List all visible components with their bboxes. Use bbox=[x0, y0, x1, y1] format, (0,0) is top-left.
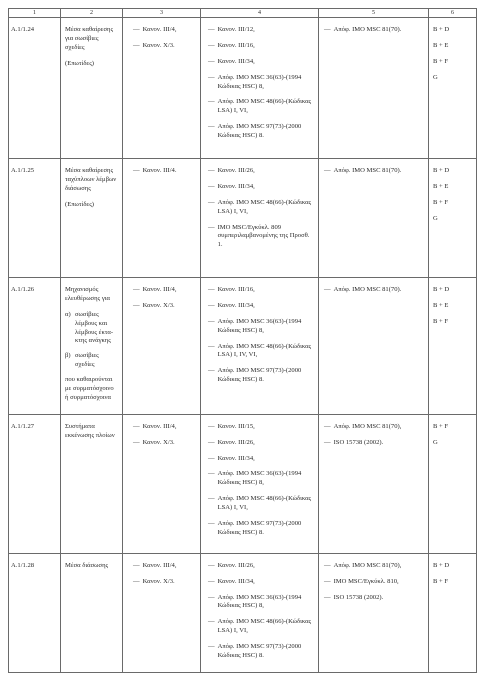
sub-item bbox=[65, 311, 118, 347]
standard-ref-wrap bbox=[201, 415, 318, 549]
item-title: Μέσα καθαίρεσης για σωσίβιες σχεδίες bbox=[65, 26, 114, 51]
test-standard-text: Απόφ. IMO MSC 81(70), bbox=[333, 561, 402, 569]
standard-ref-text: Απόφ. IMO MSC 36(63)-(1994 Κώδικας HSC) 8, bbox=[217, 593, 302, 610]
column-header-1: 1 bbox=[9, 9, 61, 18]
module-code: B + D bbox=[433, 561, 450, 569]
standard-ref-text: Απόφ. IMO MSC 48(66)-(Κώδικας LSA) I, VI, bbox=[217, 98, 312, 115]
test-standard-item bbox=[324, 562, 424, 571]
standard-ref-item bbox=[208, 74, 314, 92]
regulation-ref-cell bbox=[123, 278, 201, 415]
standard-ref-text: Απόφ. IMO MSC 36(63)-(1994 Κώδικας HSC) 8, bbox=[217, 317, 302, 334]
test-standard-text: Απόφ. IMO MSC 81(70). bbox=[333, 26, 402, 33]
standard-ref-item bbox=[208, 618, 314, 636]
dash-bullet: — bbox=[208, 26, 215, 33]
entry-number-cell bbox=[9, 553, 61, 672]
test-standard-cell bbox=[319, 159, 429, 278]
regulation-ref-item bbox=[133, 167, 196, 176]
standard-ref-text: Απόφ. IMO MSC 97(73)-(2000 Κώδικας HSC) 8. bbox=[217, 367, 302, 384]
standard-ref-item bbox=[208, 439, 314, 448]
dash-bullet: — bbox=[133, 422, 140, 430]
test-standard-item bbox=[324, 167, 424, 176]
dash-bullet: — bbox=[324, 593, 331, 601]
test-standard-text: ISO 15738 (2002). bbox=[333, 593, 384, 601]
regulation-ref-text: Κανον. III/4, bbox=[142, 561, 177, 569]
test-standard-item bbox=[324, 594, 424, 603]
test-standard-cell bbox=[319, 553, 429, 672]
dash-bullet: — bbox=[133, 41, 140, 49]
test-standard-wrap bbox=[319, 415, 428, 459]
standard-ref-text: Κανον. III/26, bbox=[217, 561, 255, 569]
regulation-ref-wrap bbox=[123, 554, 200, 598]
dash-bullet: — bbox=[324, 167, 331, 174]
item-note: (Επωτίδες) bbox=[65, 59, 94, 67]
dash-bullet: — bbox=[208, 643, 215, 651]
regulation-ref-item bbox=[133, 578, 196, 587]
dash-bullet: — bbox=[208, 422, 215, 430]
standard-ref-text: Κανον. III/26, bbox=[217, 438, 255, 446]
item-description-cell bbox=[61, 414, 123, 553]
table-row bbox=[9, 414, 477, 553]
column-header-3: 3 bbox=[123, 9, 201, 18]
module-code: G bbox=[433, 214, 438, 222]
standard-ref-item bbox=[208, 520, 314, 538]
test-standard-text: IMO MSC/Εγκύκλ. 810, bbox=[333, 577, 399, 585]
test-standard-text: Απόφ. IMO MSC 81(70). bbox=[333, 286, 402, 293]
module-code: B + F bbox=[433, 577, 449, 585]
standard-ref-wrap bbox=[201, 278, 318, 396]
item-description-wrap bbox=[61, 415, 122, 452]
sub-item-marker: α) bbox=[65, 310, 71, 318]
dash-bullet: — bbox=[208, 561, 215, 569]
sub-item-marker: β) bbox=[65, 352, 71, 360]
standard-ref-text: Απόφ. IMO MSC 97(73)-(2000 Κώδικας HSC) 8. bbox=[217, 520, 302, 536]
test-standard-cell bbox=[319, 18, 429, 159]
regulation-ref-text: Κανον. X/3. bbox=[142, 301, 175, 309]
standard-ref-item bbox=[208, 578, 314, 587]
standard-ref-text: Κανον. III/16, bbox=[217, 286, 255, 293]
standard-ref-cell bbox=[201, 278, 319, 415]
standard-ref-item bbox=[208, 495, 314, 513]
standard-ref-wrap bbox=[201, 18, 318, 152]
dash-bullet: — bbox=[324, 561, 331, 569]
regulation-ref-item bbox=[133, 42, 196, 51]
dash-bullet: — bbox=[208, 301, 215, 309]
item-description-wrap bbox=[61, 159, 122, 214]
module-wrap bbox=[429, 554, 476, 598]
module-code: G bbox=[433, 73, 438, 81]
entry-number: A.1/1.26 bbox=[11, 286, 35, 293]
test-standard-text: ISO 15738 (2002). bbox=[333, 438, 384, 446]
standard-ref-text: Κανον. III/34, bbox=[217, 577, 255, 585]
dash-bullet: — bbox=[208, 438, 215, 446]
module-cell bbox=[429, 18, 477, 159]
dash-bullet: — bbox=[324, 26, 331, 33]
standard-ref-item bbox=[208, 562, 314, 571]
standard-ref-cell bbox=[201, 553, 319, 672]
test-standard-wrap bbox=[319, 278, 428, 306]
standard-ref-text: Κανον. III/16, bbox=[217, 41, 255, 49]
module-wrap bbox=[429, 415, 476, 459]
module-code: B + E bbox=[433, 301, 449, 309]
dash-bullet: — bbox=[208, 182, 215, 190]
test-standard-item bbox=[324, 423, 424, 432]
module-code: B + E bbox=[433, 182, 449, 190]
regulation-ref-text: Κανον. X/3. bbox=[142, 41, 175, 49]
dash-bullet: — bbox=[133, 301, 140, 309]
entry-number-wrap bbox=[9, 415, 60, 436]
test-standard-cell bbox=[319, 414, 429, 553]
dash-bullet: — bbox=[208, 495, 215, 503]
dash-bullet: — bbox=[208, 57, 215, 65]
regulation-ref-wrap bbox=[123, 278, 200, 322]
table-row bbox=[9, 159, 477, 278]
entry-number-cell bbox=[9, 414, 61, 553]
entry-number-wrap bbox=[9, 278, 60, 299]
standard-ref-text: Απόφ. IMO MSC 36(63)-(1994 Κώδικας HSC) 8, bbox=[217, 470, 302, 487]
standard-ref-item bbox=[208, 199, 314, 217]
dash-bullet: — bbox=[324, 422, 331, 430]
test-standard-item bbox=[324, 578, 424, 587]
entry-number-wrap bbox=[9, 159, 60, 180]
module-code: B + F bbox=[433, 57, 449, 65]
entry-number-cell bbox=[9, 278, 61, 415]
item-description-wrap bbox=[61, 554, 122, 582]
module-wrap bbox=[429, 278, 476, 338]
standard-ref-cell bbox=[201, 414, 319, 553]
test-standard-item bbox=[324, 439, 424, 448]
dash-bullet: — bbox=[133, 577, 140, 585]
entry-number-wrap bbox=[9, 554, 60, 575]
module-code: B + F bbox=[433, 422, 449, 430]
regulation-ref-wrap bbox=[123, 415, 200, 459]
entry-number: A.1/1.28 bbox=[11, 561, 35, 569]
module-code: B + F bbox=[433, 198, 449, 206]
module-cell bbox=[429, 553, 477, 672]
column-header-5: 5 bbox=[319, 9, 429, 18]
standard-ref-item bbox=[208, 26, 314, 35]
standard-ref-text: Απόφ. IMO MSC 48(66)-(Κώδικας LSA) I, VI, bbox=[217, 198, 312, 215]
entry-number: A.1/1.27 bbox=[11, 422, 35, 430]
item-description-cell bbox=[61, 278, 123, 415]
standard-ref-text: Απόφ. IMO MSC 48(66)-(Κώδικας LSA) I, VI, bbox=[217, 495, 312, 512]
entry-number: A.1/1.25 bbox=[11, 167, 35, 174]
item-note: (Επωτίδες) bbox=[65, 200, 94, 208]
standard-ref-cell bbox=[201, 18, 319, 159]
standard-ref-item bbox=[208, 302, 314, 311]
regulation-ref-text: Κανον. III/4. bbox=[142, 167, 177, 174]
standard-ref-text: Κανον. III/15, bbox=[217, 422, 255, 430]
regulation-ref-item bbox=[133, 302, 196, 311]
dash-bullet: — bbox=[208, 342, 215, 350]
dash-bullet: — bbox=[208, 317, 215, 325]
sub-item-text: σωσίβιες σχεδίες bbox=[75, 352, 99, 369]
standard-ref-text: Κανον. III/34, bbox=[217, 182, 255, 190]
regulation-ref-cell bbox=[123, 159, 201, 278]
item-tail-note: που καθαιρούνται με συρματόσχοινο ή συρματόσχοινα bbox=[65, 376, 114, 401]
regulation-ref-item bbox=[133, 286, 196, 295]
standard-ref-item bbox=[208, 58, 314, 67]
standard-ref-item bbox=[208, 224, 314, 251]
dash-bullet: — bbox=[208, 593, 215, 601]
module-code: B + E bbox=[433, 41, 449, 49]
item-description-cell bbox=[61, 18, 123, 159]
dash-bullet: — bbox=[133, 26, 140, 33]
regulation-ref-item bbox=[133, 26, 196, 35]
regulation-ref-cell bbox=[123, 414, 201, 553]
test-standard-text: Απόφ. IMO MSC 81(70). bbox=[333, 167, 402, 174]
standard-ref-wrap bbox=[201, 159, 318, 261]
entry-number-wrap bbox=[9, 18, 60, 39]
standard-ref-item bbox=[208, 470, 314, 488]
column-header-6: 6 bbox=[429, 9, 477, 18]
dash-bullet: — bbox=[208, 520, 215, 528]
regulation-ref-text: Κανον. X/3. bbox=[142, 577, 175, 585]
module-cell bbox=[429, 159, 477, 278]
module-code: B + D bbox=[433, 286, 450, 293]
dash-bullet: — bbox=[208, 123, 215, 131]
column-header-4: 4 bbox=[201, 9, 319, 18]
standard-ref-cell bbox=[201, 159, 319, 278]
regulation-ref-wrap bbox=[123, 159, 200, 187]
regulation-table bbox=[8, 8, 477, 673]
item-title: Μηχανισμός ελευθέρωσης για bbox=[65, 286, 110, 302]
test-standard-cell bbox=[319, 278, 429, 415]
standard-ref-text: Απόφ. IMO MSC 97(73)-(2000 Κώδικας HSC) 8. bbox=[217, 123, 302, 140]
sub-item-text: σωσίβιες λέμβους και λέμβους έκτα-κτης ανάγκης bbox=[75, 310, 114, 345]
dash-bullet: — bbox=[208, 470, 215, 478]
dash-bullet: — bbox=[208, 73, 215, 81]
standard-ref-item bbox=[208, 98, 314, 116]
dash-bullet: — bbox=[133, 561, 140, 569]
standard-ref-text: IMO MSC/Εγκύκλ. 809 συμπεριλαμβανομένης της Προσθ. 1. bbox=[217, 223, 310, 249]
regulation-ref-wrap bbox=[123, 18, 200, 62]
regulation-ref-item bbox=[133, 562, 196, 571]
module-code: B + D bbox=[433, 167, 450, 174]
standard-ref-text: Κανον. III/34, bbox=[217, 57, 255, 65]
item-description-cell bbox=[61, 553, 123, 672]
module-cell bbox=[429, 414, 477, 553]
standard-ref-item bbox=[208, 286, 314, 295]
module-cell bbox=[429, 278, 477, 415]
dash-bullet: — bbox=[208, 286, 215, 293]
standard-ref-text: Κανον. III/34, bbox=[217, 454, 255, 462]
dash-bullet: — bbox=[133, 438, 140, 446]
test-standard-text: Απόφ. IMO MSC 81(70), bbox=[333, 422, 402, 430]
dash-bullet: — bbox=[208, 618, 215, 626]
standard-ref-item bbox=[208, 318, 314, 336]
item-title: Μέσα διάσωσης bbox=[65, 561, 109, 569]
standard-ref-item bbox=[208, 594, 314, 612]
regulation-ref-item bbox=[133, 423, 196, 432]
standard-ref-item bbox=[208, 343, 314, 361]
table-row bbox=[9, 18, 477, 159]
standard-ref-text: Κανον. III/26, bbox=[217, 167, 255, 174]
standard-ref-item bbox=[208, 455, 314, 464]
standard-ref-text: Απόφ. IMO MSC 97(73)-(2000 Κώδικας HSC) 8. bbox=[217, 643, 302, 660]
standard-ref-item bbox=[208, 423, 314, 432]
dash-bullet: — bbox=[208, 167, 215, 174]
standard-ref-item bbox=[208, 367, 314, 385]
dash-bullet: — bbox=[208, 41, 215, 49]
standard-ref-text: Απόφ. IMO MSC 48(66)-(Κώδικας LSA) I, IV, VI, bbox=[217, 342, 312, 359]
item-title: Μέσα καθαίρεσης ταχύπλοων λέμβων διάσωσης bbox=[65, 167, 117, 192]
regulation-ref-item bbox=[133, 439, 196, 448]
dash-bullet: — bbox=[133, 167, 140, 174]
entry-number-cell bbox=[9, 159, 61, 278]
standard-ref-item bbox=[208, 42, 314, 51]
dash-bullet: — bbox=[324, 438, 331, 446]
dash-bullet: — bbox=[324, 286, 331, 293]
sub-item bbox=[65, 352, 118, 370]
standard-ref-wrap bbox=[201, 554, 318, 672]
standard-ref-item bbox=[208, 183, 314, 192]
table-row bbox=[9, 278, 477, 415]
standard-ref-text: Κανον. III/12, bbox=[217, 26, 255, 33]
standard-ref-text: Κανον. III/34, bbox=[217, 301, 255, 309]
entry-number: A.1/1.24 bbox=[11, 26, 35, 33]
standard-ref-text: Απόφ. IMO MSC 48(66)-(Κώδικας LSA) I, VI, bbox=[217, 618, 312, 635]
dash-bullet: — bbox=[208, 198, 215, 206]
dash-bullet: — bbox=[208, 98, 215, 106]
standard-ref-item bbox=[208, 167, 314, 176]
test-standard-item bbox=[324, 26, 424, 35]
module-wrap bbox=[429, 159, 476, 235]
entry-number-cell bbox=[9, 18, 61, 159]
regulation-ref-cell bbox=[123, 553, 201, 672]
module-code: B + F bbox=[433, 317, 449, 325]
regulation-ref-text: Κανον. X/3. bbox=[142, 438, 175, 446]
test-standard-wrap bbox=[319, 18, 428, 46]
dash-bullet: — bbox=[208, 454, 215, 462]
test-standard-item bbox=[324, 286, 424, 295]
dash-bullet: — bbox=[324, 577, 331, 585]
regulation-ref-text: Κανον. III/4, bbox=[142, 26, 177, 33]
module-code: G bbox=[433, 438, 438, 446]
regulation-ref-text: Κανον. III/4, bbox=[142, 422, 177, 430]
module-wrap bbox=[429, 18, 476, 94]
item-description-cell bbox=[61, 159, 123, 278]
regulation-ref-text: Κανον. III/4, bbox=[142, 286, 177, 293]
dash-bullet: — bbox=[208, 577, 215, 585]
dash-bullet: — bbox=[133, 286, 140, 293]
dash-bullet: — bbox=[208, 367, 215, 375]
column-header-2: 2 bbox=[61, 9, 123, 18]
test-standard-wrap bbox=[319, 159, 428, 187]
test-standard-wrap bbox=[319, 554, 428, 614]
module-code: B + D bbox=[433, 26, 450, 33]
item-description-wrap bbox=[61, 278, 122, 414]
item-title: Συστήματα εκκένωσης πλοίων bbox=[65, 422, 115, 439]
dash-bullet: — bbox=[208, 223, 215, 231]
standard-ref-text: Απόφ. IMO MSC 36(63)-(1994 Κώδικας HSC) 8, bbox=[217, 73, 302, 90]
table-row bbox=[9, 553, 477, 672]
header-row bbox=[9, 9, 477, 18]
standard-ref-item bbox=[208, 123, 314, 141]
item-description-wrap bbox=[61, 18, 122, 73]
regulation-ref-cell bbox=[123, 18, 201, 159]
